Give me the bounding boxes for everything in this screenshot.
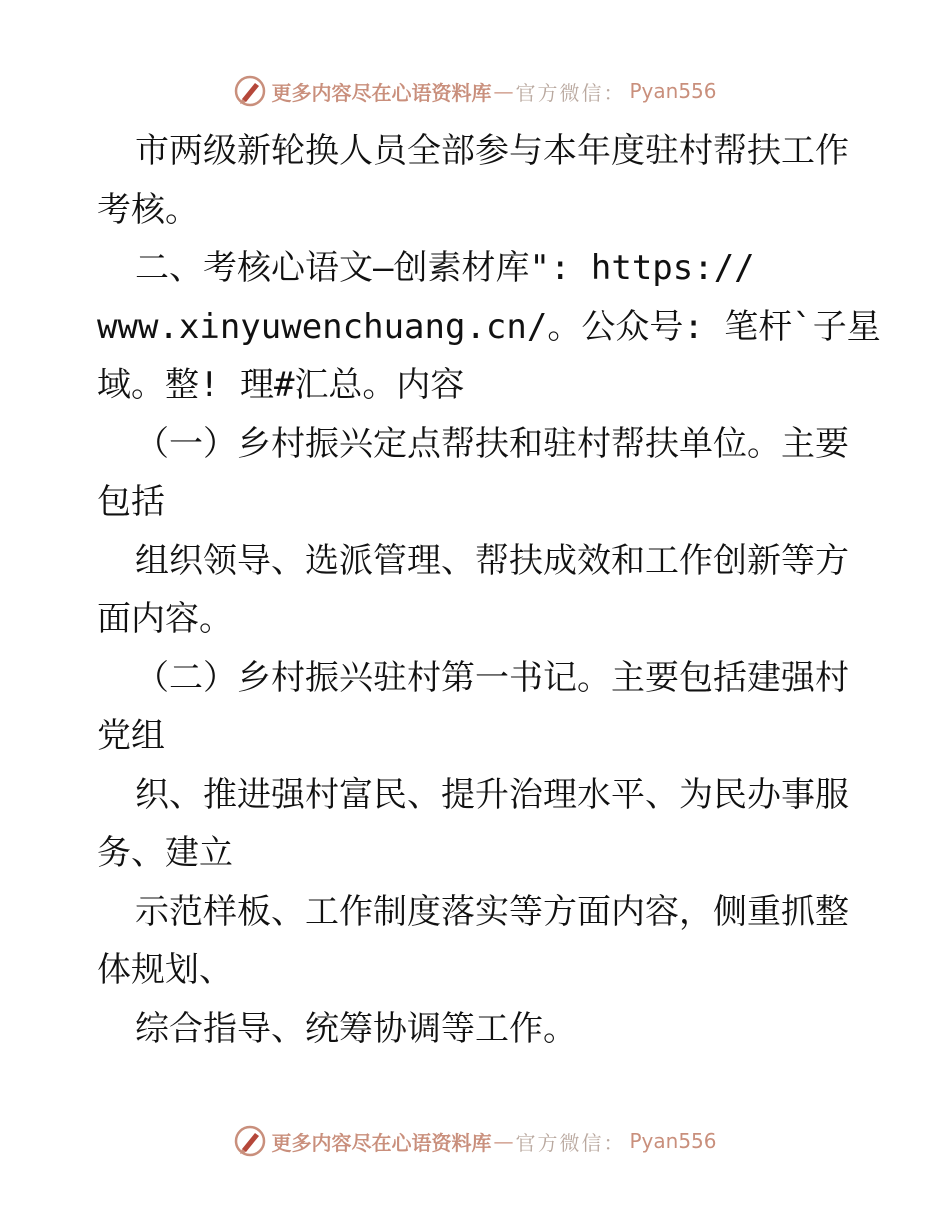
pen-logo-icon [233, 1124, 267, 1158]
body-line: （一）乡村振兴定点帮扶和驻村帮扶单位。主要 [135, 423, 849, 464]
watermark-footer [0, 1121, 950, 1161]
body-line: 织、推进强村富民、提升治理水平、为民办事服 [135, 774, 849, 815]
body-line: 市两级新轮换人员全部参与本年度驻村帮扶工作 [135, 131, 849, 171]
body-line: 组织领导、选派管理、帮扶成效和工作创新等方 [135, 540, 849, 581]
document-body [97, 122, 881, 1058]
body-line: 包括 [97, 482, 165, 522]
body-line: www.xinyuwenchuang.cn/。公众号: 笔杆`子星 [97, 306, 881, 347]
body-line: 二、考核心语文—创素材库": https:// [135, 248, 755, 288]
watermark-dash: — [493, 79, 514, 103]
body-line: 体规划、 [97, 950, 233, 990]
body-line: 考核。 [97, 189, 199, 230]
watermark-wechat-label: 官方微信： [515, 80, 626, 105]
body-line: 党组 [97, 716, 165, 756]
body-line: 面内容。 [97, 599, 233, 639]
body-line: 综合指导、统筹协调等工作。 [135, 1008, 577, 1049]
body-line: 务、建立 [97, 833, 233, 873]
pen-logo-icon [233, 74, 267, 108]
watermark-header [0, 71, 950, 111]
watermark-text: 更多内容尽在心语资料库 [271, 1130, 492, 1155]
watermark-dash: — [493, 1129, 514, 1153]
watermark-wechat-label: 官方微信： [515, 1130, 626, 1155]
watermark-wechat-id: Pyan556 [629, 1129, 717, 1153]
body-line: 示范样板、工作制度落实等方面内容，侧重抓整 [135, 891, 849, 932]
body-line: （二）乡村振兴驻村第一书记。主要包括建强村 [135, 657, 849, 698]
watermark-text: 更多内容尽在心语资料库 [271, 80, 492, 105]
body-line: 域。整! 理#汇总。内容 [97, 365, 465, 405]
watermark-wechat-id: Pyan556 [629, 79, 717, 103]
